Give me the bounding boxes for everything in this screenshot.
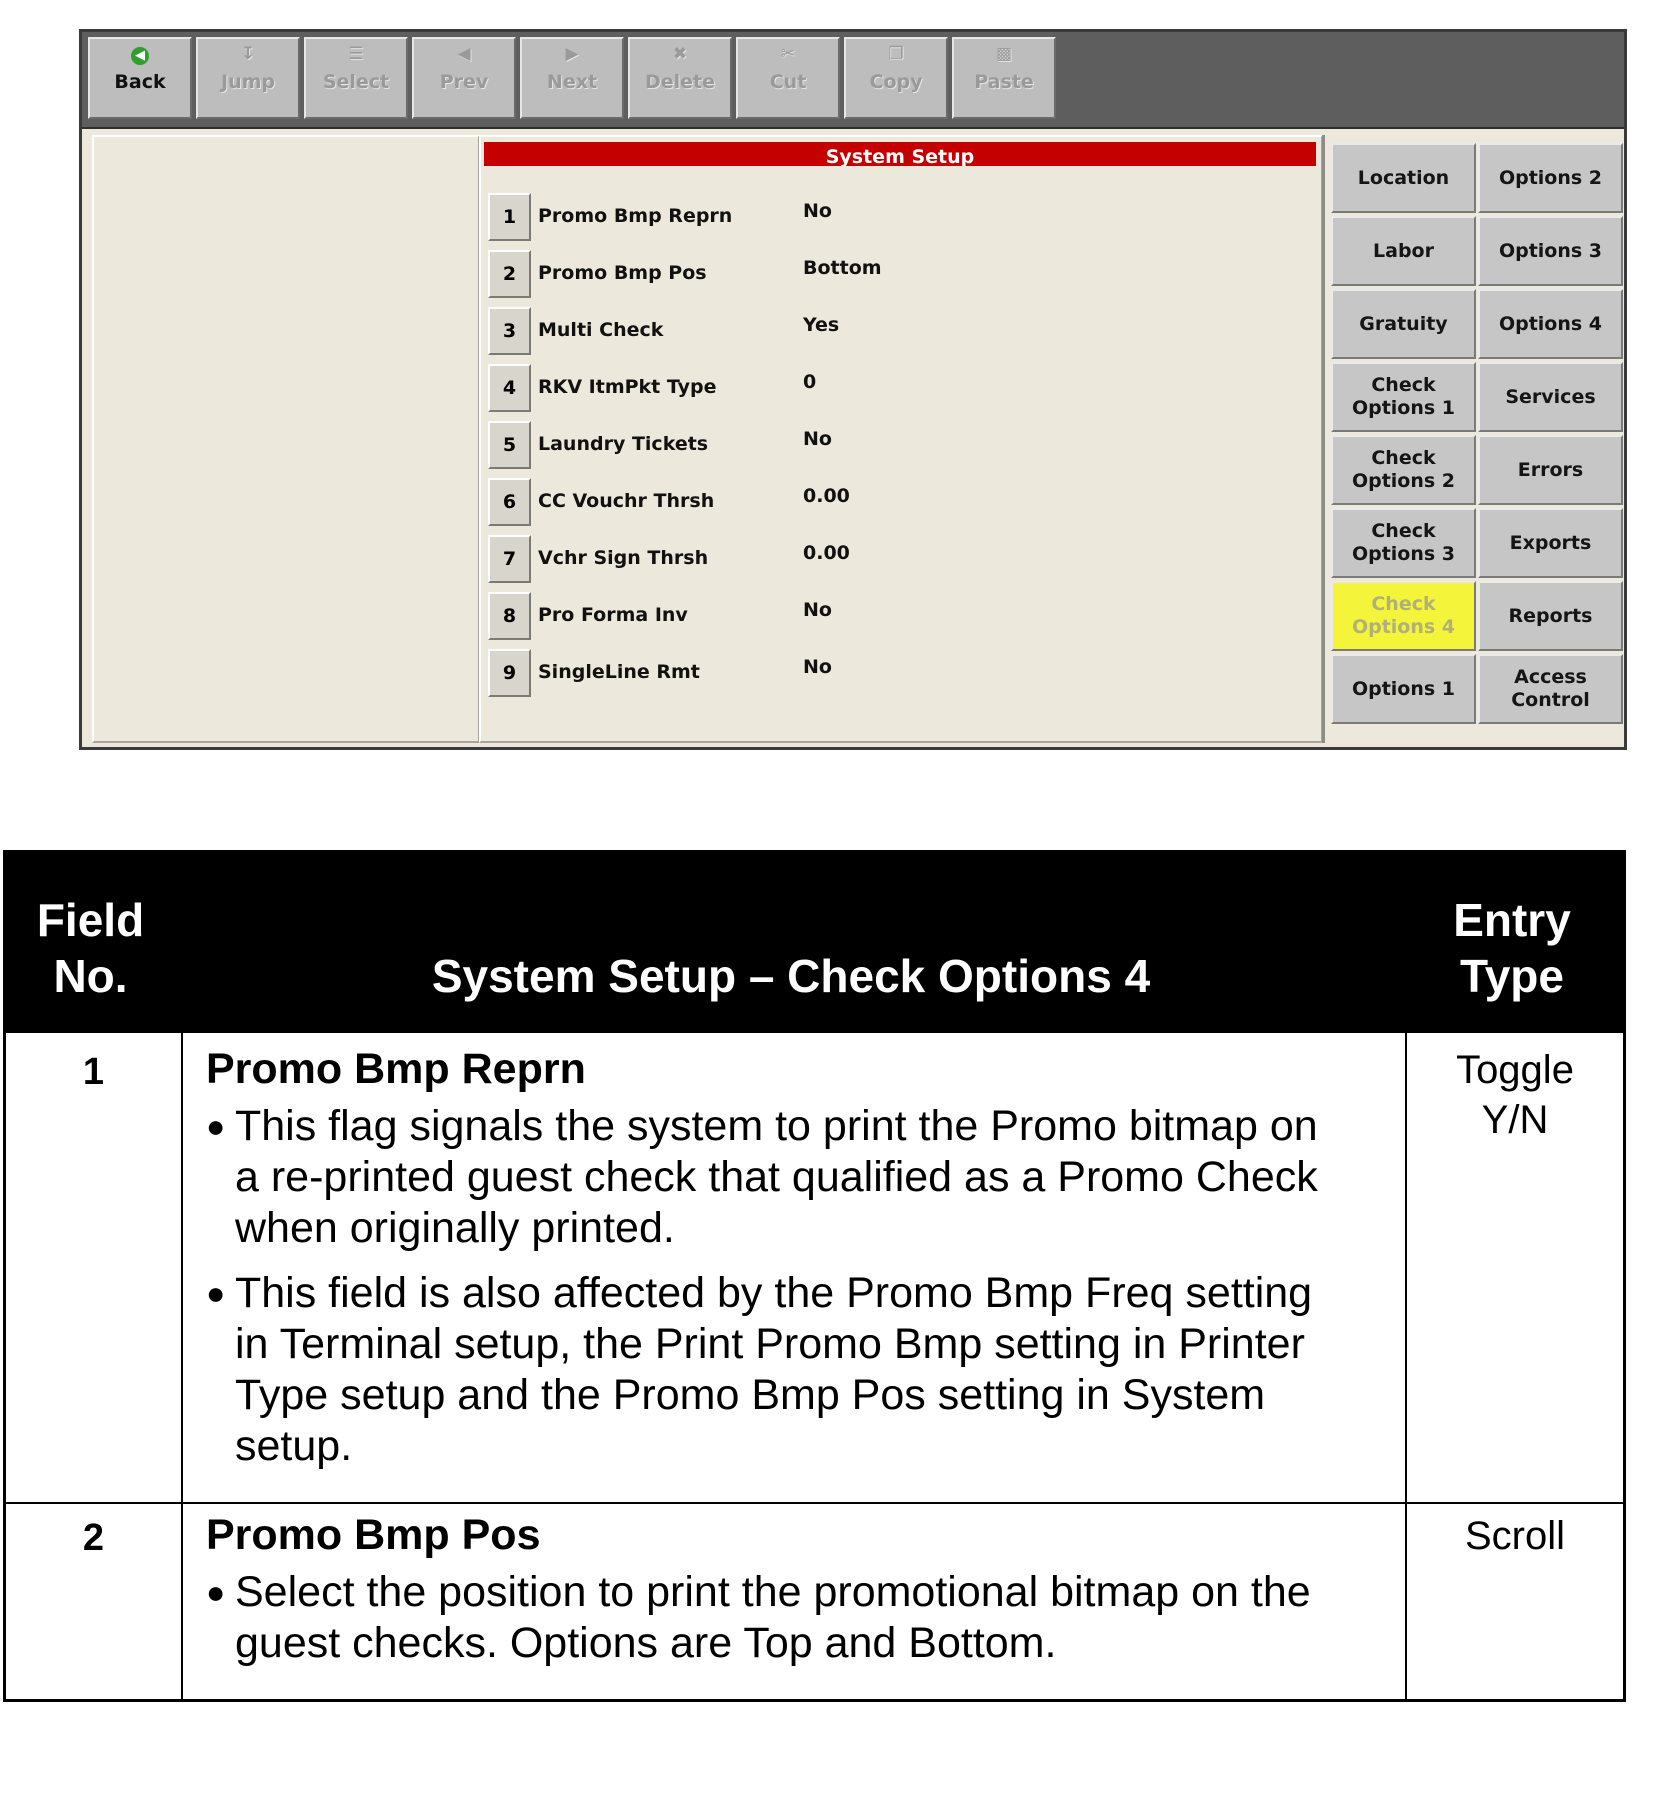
- field-number-button[interactable]: 4: [488, 364, 531, 412]
- field-row[interactable]: [488, 592, 1308, 640]
- field-row[interactable]: [488, 307, 1308, 355]
- menu-button-label: [1352, 447, 1455, 493]
- field-number-button[interactable]: 3: [488, 307, 531, 355]
- cut-button-label: Cut: [769, 71, 807, 93]
- description-bullet: [206, 1567, 1386, 1669]
- bullet-line: guest checks. Options are Top and Bottom.: [235, 1619, 1057, 1667]
- row-divider: [6, 1502, 1623, 1504]
- menu-button-label: Location: [1357, 166, 1450, 189]
- menu-label-line1: Access: [1514, 666, 1587, 688]
- field-name: Promo Bmp Pos: [538, 262, 707, 284]
- menu-check-options-2-button[interactable]: [1331, 435, 1476, 505]
- menu-options-1-button[interactable]: [1331, 654, 1476, 724]
- field-value: Yes: [803, 314, 840, 336]
- menu-button-label: [1352, 593, 1455, 639]
- field-row[interactable]: [488, 193, 1308, 241]
- field-row[interactable]: [488, 649, 1308, 697]
- pos-setup-screen: [79, 29, 1627, 750]
- panel-title: System Setup: [484, 142, 1316, 166]
- menu-label-line2: Options 1: [1351, 397, 1456, 419]
- entry-type-line1: Toggle: [1456, 1048, 1574, 1092]
- field-name: SingleLine Rmt: [538, 661, 700, 683]
- field-name: RKV ItmPkt Type: [538, 376, 717, 398]
- menu-button-label: Exports: [1509, 531, 1592, 554]
- row-entry-type: [1407, 1045, 1623, 1145]
- field-name: Promo Bmp Reprn: [538, 205, 733, 227]
- bullet-line: in Terminal setup, the Print Promo Bmp setting in Printer: [235, 1320, 1305, 1368]
- copy-icon: ❐: [888, 44, 904, 64]
- field-number-button[interactable]: 6: [488, 478, 531, 526]
- field-number-button[interactable]: 1: [488, 193, 531, 241]
- menu-gratuity-button[interactable]: [1331, 289, 1476, 359]
- menu-services-button[interactable]: [1478, 362, 1623, 432]
- field-value: 0.00: [803, 542, 850, 564]
- menu-location-button[interactable]: [1331, 143, 1476, 213]
- column-divider: [181, 1033, 183, 1699]
- menu-button-label: [1352, 374, 1455, 420]
- menu-access-control-button[interactable]: [1478, 654, 1623, 724]
- field-row[interactable]: [488, 364, 1308, 412]
- bullet-line: setup.: [235, 1422, 353, 1470]
- menu-options-2-button[interactable]: [1478, 143, 1623, 213]
- header-entry-type-line1: Entry: [1453, 894, 1571, 946]
- prev-icon: ◀: [457, 44, 471, 64]
- field-name: CC Vouchr Thrsh: [538, 490, 715, 512]
- menu-options-3-button[interactable]: [1478, 216, 1623, 286]
- next-button-label: Next: [546, 71, 598, 93]
- field-value: No: [803, 599, 832, 621]
- menu-button-label: Labor: [1373, 239, 1434, 262]
- field-row[interactable]: [488, 535, 1308, 583]
- row-field-title: Promo Bmp Reprn: [206, 1045, 586, 1093]
- menu-label-line1: Check: [1371, 374, 1436, 396]
- table-body: [3, 1033, 1626, 1702]
- toolbar: [82, 32, 1624, 129]
- paste-icon: ▩: [995, 44, 1013, 64]
- menu-label-line2: Options 2: [1351, 470, 1456, 492]
- delete-button-label: Delete: [644, 71, 716, 93]
- jump-button[interactable]: [196, 37, 300, 119]
- description-bullet: [206, 1268, 1386, 1472]
- delete-icon: ✖: [672, 44, 688, 64]
- header-entry-type-line2: Type: [1460, 950, 1564, 1002]
- menu-button-label: Errors: [1517, 458, 1584, 481]
- delete-button[interactable]: [628, 37, 732, 119]
- row-entry-type: Scroll: [1464, 1514, 1566, 1558]
- field-value: No: [803, 200, 832, 222]
- menu-check-options-4-button[interactable]: [1331, 581, 1476, 651]
- field-list-panel: [479, 135, 1323, 743]
- paste-button[interactable]: [952, 37, 1056, 119]
- menu-button-label: Options 3: [1498, 239, 1603, 262]
- header-title: System Setup – Check Options 4: [431, 950, 1151, 1002]
- field-name: Laundry Tickets: [538, 433, 709, 455]
- prev-button-label: Prev: [439, 71, 489, 93]
- header-entry-type: [1404, 892, 1620, 1004]
- menu-label-line2: Options 4: [1351, 616, 1456, 638]
- menu-reports-button[interactable]: [1478, 581, 1623, 651]
- menu-button-label: [1352, 520, 1455, 566]
- bullet-line: This flag signals the system to print the Promo bitmap on: [235, 1102, 1318, 1150]
- table-header: [3, 850, 1626, 1033]
- copy-button-label: Copy: [869, 71, 923, 93]
- row-field-number: 2: [82, 1517, 105, 1559]
- menu-label-line1: Check: [1371, 593, 1436, 615]
- select-icon: ☰: [348, 44, 364, 64]
- paste-button-label: Paste: [974, 71, 1034, 93]
- bullet-line: Type setup and the Promo Bmp Pos setting in System: [235, 1371, 1266, 1419]
- field-number-button[interactable]: 9: [488, 649, 531, 697]
- menu-options-4-button[interactable]: [1478, 289, 1623, 359]
- field-number-button[interactable]: 5: [488, 421, 531, 469]
- menu-label-line2: Options 3: [1351, 543, 1456, 565]
- prev-button[interactable]: [412, 37, 516, 119]
- description-bullet: [206, 1101, 1386, 1254]
- field-value: 0: [803, 371, 817, 393]
- select-button-label: Select: [322, 71, 390, 93]
- menu-check-options-3-button[interactable]: [1331, 508, 1476, 578]
- next-button[interactable]: [520, 37, 624, 119]
- bullet-line: when originally printed.: [235, 1204, 675, 1252]
- jump-button-label: Jump: [221, 71, 275, 93]
- cut-icon: ✂: [780, 44, 796, 64]
- menu-button-label: [1511, 666, 1590, 712]
- back-button-label: Back: [114, 71, 166, 93]
- field-number-button[interactable]: 8: [488, 592, 531, 640]
- entry-type-line2: Y/N: [1481, 1098, 1549, 1142]
- cut-button[interactable]: [736, 37, 840, 119]
- field-value: No: [803, 428, 832, 450]
- bullet-icon: ●: [206, 1574, 226, 1610]
- menu-button-label: Reports: [1508, 604, 1593, 627]
- field-value: 0.00: [803, 485, 850, 507]
- field-value: Bottom: [803, 257, 882, 279]
- field-name: Multi Check: [538, 319, 664, 341]
- jump-icon: ↧: [240, 44, 256, 64]
- field-number-button[interactable]: 2: [488, 250, 531, 298]
- menu-labor-button[interactable]: [1331, 216, 1476, 286]
- left-panel: [92, 135, 480, 743]
- menu-button-label: Options 2: [1498, 166, 1603, 189]
- row-field-number: 1: [82, 1051, 105, 1093]
- bullet-line: Select the position to print the promotional bitmap on the: [235, 1568, 1311, 1616]
- menu-check-options-1-button[interactable]: [1331, 362, 1476, 432]
- next-icon: ▶: [565, 44, 579, 64]
- menu-label-line1: Check: [1371, 447, 1436, 469]
- field-number-button[interactable]: 7: [488, 535, 531, 583]
- field-row[interactable]: [488, 421, 1308, 469]
- select-button[interactable]: [304, 37, 408, 119]
- menu-exports-button[interactable]: [1478, 508, 1623, 578]
- bullet-icon: ●: [206, 1275, 226, 1311]
- menu-button-label: Options 1: [1351, 677, 1456, 700]
- menu-button-label: Gratuity: [1359, 312, 1448, 335]
- header-field-no: [3, 892, 178, 1004]
- copy-button[interactable]: [844, 37, 948, 119]
- menu-label-line1: Check: [1371, 520, 1436, 542]
- field-name: Vchr Sign Thrsh: [538, 547, 709, 569]
- row-field-title: Promo Bmp Pos: [206, 1511, 541, 1559]
- menu-errors-button[interactable]: [1478, 435, 1623, 505]
- header-field-no-line1: Field: [36, 894, 145, 946]
- field-description-table: [3, 850, 1626, 1702]
- header-field-no-line2: No.: [53, 950, 128, 1002]
- back-arrow-icon: ◀: [90, 45, 190, 63]
- bullet-line: This field is also affected by the Promo Bmp Freq setting: [235, 1269, 1313, 1317]
- back-button[interactable]: [88, 37, 192, 119]
- field-row[interactable]: [488, 478, 1308, 526]
- menu-button-label: Options 4: [1498, 312, 1603, 335]
- field-value: No: [803, 656, 832, 678]
- field-name: Pro Forma Inv: [538, 604, 688, 626]
- bullet-icon: ●: [206, 1108, 226, 1144]
- menu-label-line2: Control: [1511, 689, 1590, 711]
- bullet-line: a re-printed guest check that qualified as a Promo Check: [235, 1153, 1318, 1201]
- field-row[interactable]: [488, 250, 1308, 298]
- setup-category-menu: [1322, 135, 1624, 743]
- menu-button-label: Services: [1505, 385, 1596, 408]
